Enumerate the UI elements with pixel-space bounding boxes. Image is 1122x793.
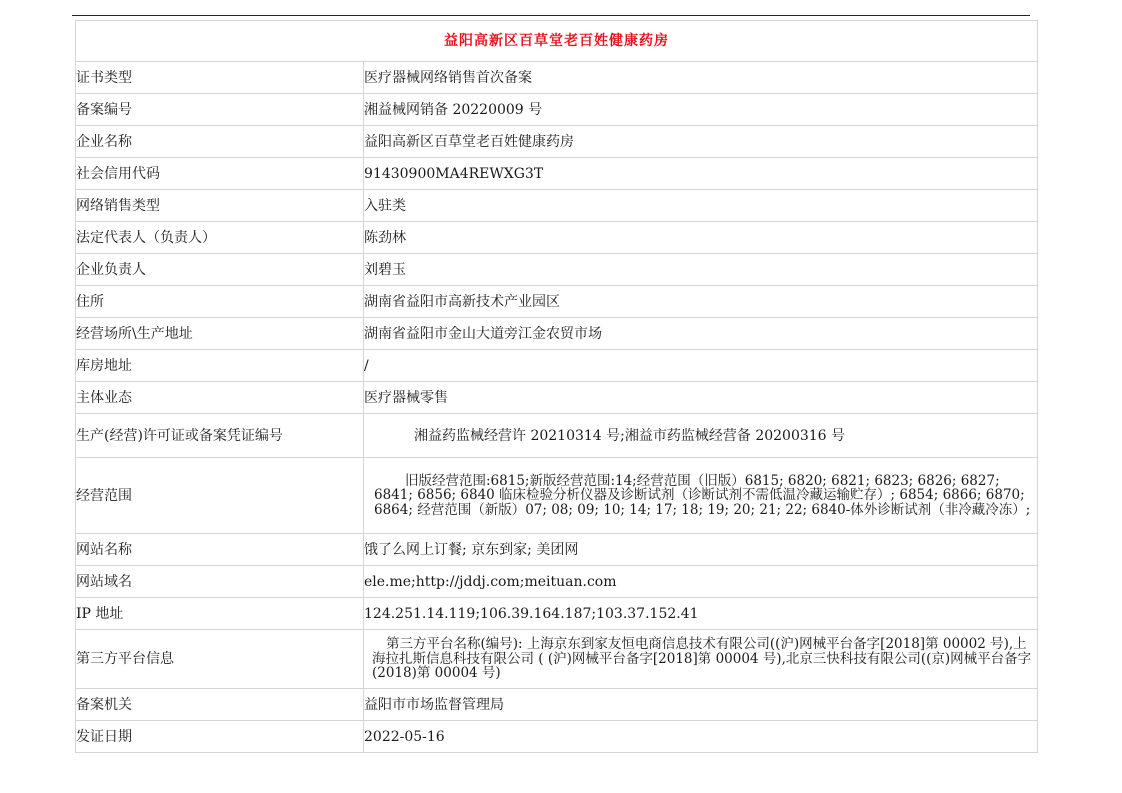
table-row	[76, 630, 1038, 689]
row-label: 经营场所\生产地址	[76, 318, 364, 350]
row-label: 网站域名	[76, 566, 364, 598]
row-value: 陈劲林	[364, 222, 1038, 254]
row-label: 经营范围	[76, 458, 364, 534]
row-label: 第三方平台信息	[76, 630, 364, 689]
row-label: 主体业态	[76, 382, 364, 414]
table-row	[76, 62, 1038, 94]
table-row	[76, 382, 1038, 414]
row-value: 医疗器械零售	[364, 382, 1038, 414]
row-value	[364, 630, 1038, 689]
table-row	[76, 190, 1038, 222]
row-label: 网络销售类型	[76, 190, 364, 222]
third-party-text: 第三方平台名称(编号): 上海京东到家友恒电商信息技术有限公司((沪)网械平台备字[2018]第 00002 号),上海拉扎斯信息科技有限公司 ( (沪)网械平台备字[2018]第 00004 号),北京三快科技有限公司((京)网械平台备字(2018)第 00004 号)	[372, 636, 1032, 682]
row-value: /	[364, 350, 1038, 382]
row-value: 刘碧玉	[364, 254, 1038, 286]
row-value: 入驻类	[364, 190, 1038, 222]
certificate-table	[75, 20, 1038, 753]
row-value: 2022-05-16	[364, 721, 1038, 753]
table-row	[76, 286, 1038, 318]
table-row	[76, 158, 1038, 190]
row-value: 124.251.14.119;106.39.164.187;103.37.152.41	[364, 598, 1038, 630]
row-label: 社会信用代码	[76, 158, 364, 190]
row-label: 法定代表人（负责人）	[76, 222, 364, 254]
table-row	[76, 318, 1038, 350]
table-row	[76, 534, 1038, 566]
document-title: 益阳高新区百草堂老百姓健康药房	[76, 21, 1038, 62]
row-label: 库房地址	[76, 350, 364, 382]
table-row	[76, 689, 1038, 721]
top-border-line	[72, 15, 1030, 16]
title-row	[76, 21, 1038, 62]
table-row	[76, 721, 1038, 753]
row-value: 91430900MA4REWXG3T	[364, 158, 1038, 190]
table-row	[76, 222, 1038, 254]
row-value: 医疗器械网络销售首次备案	[364, 62, 1038, 94]
row-value: 益阳市市场监督管理局	[364, 689, 1038, 721]
row-value: 饿了么网上订餐; 京东到家; 美团网	[364, 534, 1038, 566]
row-value	[364, 458, 1038, 534]
table-row	[76, 94, 1038, 126]
table-row	[76, 254, 1038, 286]
table-row	[76, 350, 1038, 382]
row-label: 住所	[76, 286, 364, 318]
row-label: IP 地址	[76, 598, 364, 630]
row-value: 湘益械网销备 20220009 号	[364, 94, 1038, 126]
row-value: 湘益药监械经营许 20210314 号;湘益市药监械经营备 20200316 号	[364, 414, 1038, 458]
row-value: 益阳高新区百草堂老百姓健康药房	[364, 126, 1038, 158]
business-scope-text: 旧版经营范围:6815;新版经营范围:14;经营范围（旧版）6815; 6820; 6821; 6823; 6826; 6827; 6841; 6856; 6840 临床检验分析仪器及诊断试剂（诊断试剂不需低温冷藏运输贮存）; 6854; 6866; 6870; 6864; 经营范围（新版）07; 08; 09; 10; 14; 17; 18; 19; 20; 21; 22; 6840-体外诊断试剂（非冷藏冷冻）;	[374, 472, 1031, 518]
table-row	[76, 458, 1038, 534]
row-label: 企业名称	[76, 126, 364, 158]
row-label: 备案编号	[76, 94, 364, 126]
row-value: 湖南省益阳市金山大道旁江金农贸市场	[364, 318, 1038, 350]
row-label: 备案机关	[76, 689, 364, 721]
table-row	[76, 566, 1038, 598]
table-row	[76, 414, 1038, 458]
row-value: ele.me;http://jddj.com;meituan.com	[364, 566, 1038, 598]
table-row	[76, 126, 1038, 158]
table-row	[76, 598, 1038, 630]
row-label: 企业负责人	[76, 254, 364, 286]
row-value: 湖南省益阳市高新技术产业园区	[364, 286, 1038, 318]
row-label: 网站名称	[76, 534, 364, 566]
row-label: 发证日期	[76, 721, 364, 753]
row-label: 生产(经营)许可证或备案凭证编号	[76, 414, 364, 458]
row-label: 证书类型	[76, 62, 364, 94]
